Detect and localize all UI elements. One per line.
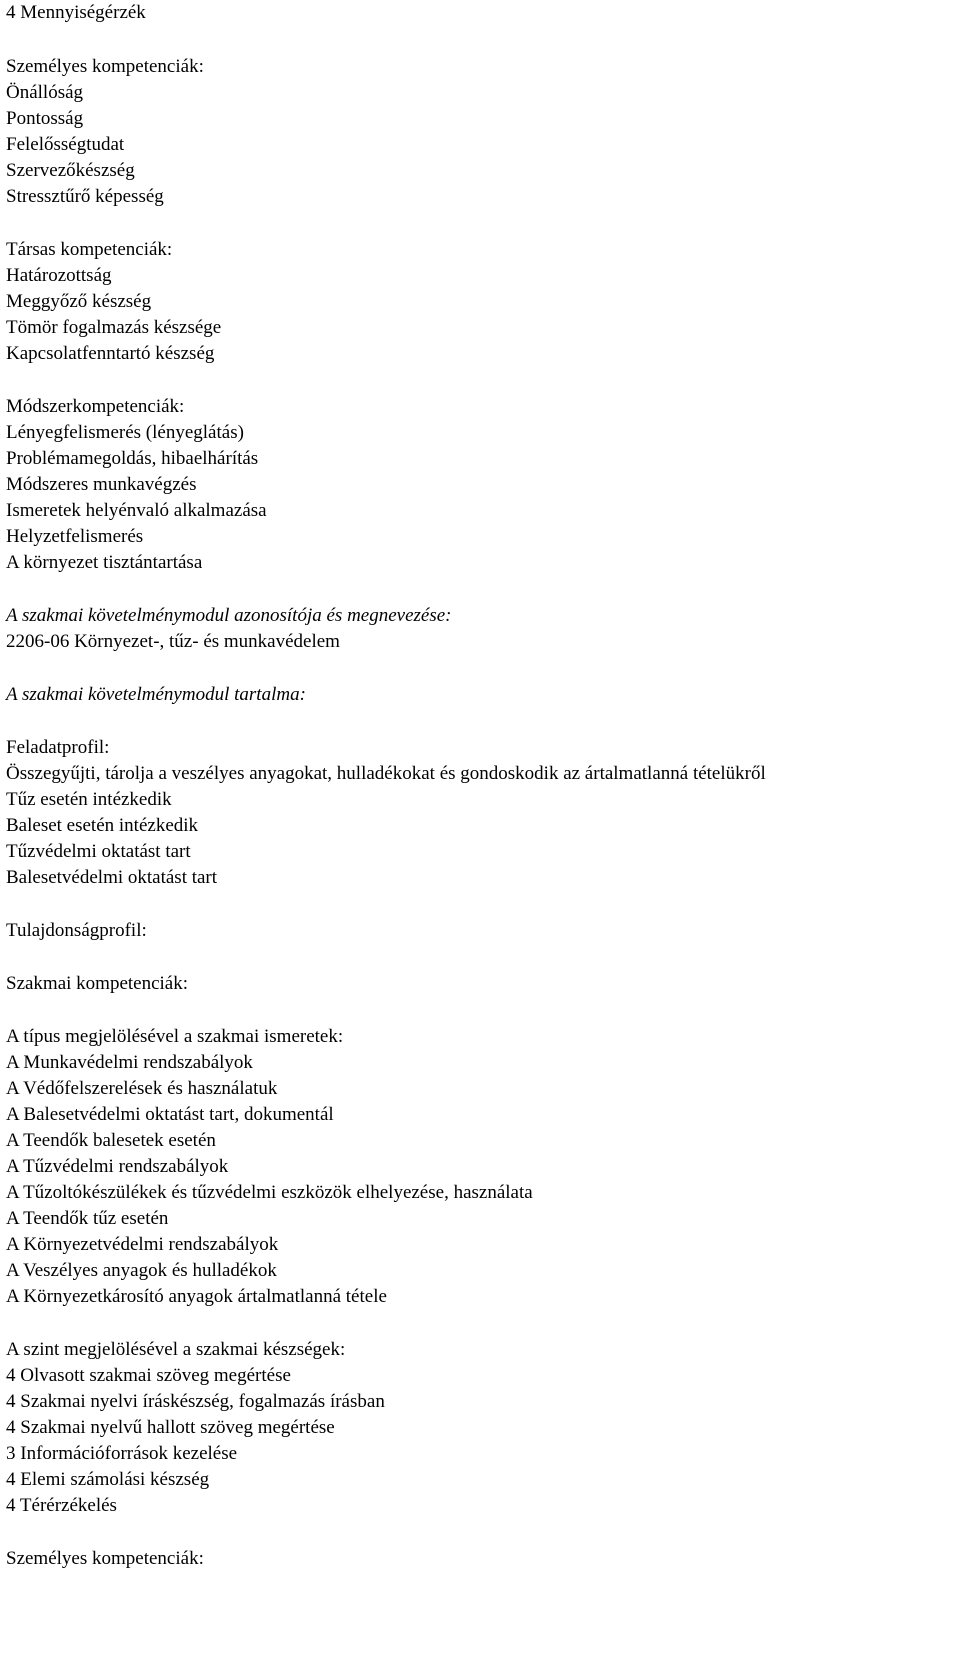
text-line: A Munkavédelmi rendszabályok <box>6 1052 253 1073</box>
section-heading: Feladatprofil: <box>6 737 110 758</box>
text-line: 4 Szakmai nyelvi íráskészség, fogalmazás írásban <box>6 1391 385 1412</box>
text-line: 4 Szakmai nyelvű hallott szöveg megértése <box>6 1417 335 1438</box>
text-line: A Balesetvédelmi oktatást tart, dokumentál <box>6 1104 334 1125</box>
text-line: A Környezetvédelmi rendszabályok <box>6 1234 279 1255</box>
text-line: 3 Információforrások kezelése <box>6 1443 238 1464</box>
section-heading: Személyes kompetenciák: <box>6 1548 204 1569</box>
text-line: A Teendők balesetek esetén <box>6 1130 216 1151</box>
section-heading: Személyes kompetenciák: <box>6 56 204 77</box>
text-line: A Környezetkárosító anyagok ártalmatlanná tétele <box>6 1286 387 1307</box>
section-heading: Tulajdonságprofil: <box>6 920 147 941</box>
text-line: Tűz esetén intézkedik <box>6 789 172 810</box>
text-line: Önállóság <box>6 82 84 103</box>
section-heading: A szint megjelölésével a szakmai készségek: <box>6 1339 346 1360</box>
text-line: Határozottság <box>6 265 112 286</box>
section-heading: Társas kompetenciák: <box>6 239 173 260</box>
text-line: A környezet tisztántartása <box>6 552 203 573</box>
text-line: Lényegfelismerés (lényeglátás) <box>6 422 244 443</box>
text-line: Ismeretek helyénvaló alkalmazása <box>6 500 267 521</box>
text-line: Baleset esetén intézkedik <box>6 815 199 836</box>
text-line: Balesetvédelmi oktatást tart <box>6 867 218 888</box>
text-line: Stressztűrő képesség <box>6 186 164 207</box>
text-line: A Tűzoltókészülékek és tűzvédelmi eszközök elhelyezése, használata <box>6 1182 533 1203</box>
text-line: Módszeres munkavégzés <box>6 474 197 495</box>
text-line: 4 Olvasott szakmai szöveg megértése <box>6 1365 291 1386</box>
section-heading: Módszerkompetenciák: <box>6 396 185 417</box>
module-name: 2206-06 Környezet-, tűz- és munkavédelem <box>6 631 340 652</box>
text-line: 4 Elemi számolási készség <box>6 1469 210 1490</box>
text-line: Kapcsolatfenntartó készség <box>6 343 215 364</box>
text-line: Összegyűjti, tárolja a veszélyes anyagokat, hulladékokat és gondoskodik az ártalmatlanná tételükről <box>6 763 766 784</box>
text-line: A Teendők tűz esetén <box>6 1208 169 1229</box>
text-line: Szervezőkészség <box>6 160 135 181</box>
text-line: Felelősségtudat <box>6 134 125 155</box>
text-line: Meggyőző készség <box>6 291 152 312</box>
text-line: Tömör fogalmazás készsége <box>6 317 222 338</box>
text-line: Tűzvédelmi oktatást tart <box>6 841 191 862</box>
text-line: 4 Mennyiségérzék <box>6 2 146 23</box>
text-line: Helyzetfelismerés <box>6 526 144 547</box>
module-id-label: A szakmai követelménymodul azonosítója és megnevezése: <box>6 605 452 626</box>
text-line: A Védőfelszerelések és használatuk <box>6 1078 278 1099</box>
text-line: A Tűzvédelmi rendszabályok <box>6 1156 229 1177</box>
text-line: Pontosság <box>6 108 84 129</box>
module-content-label: A szakmai követelménymodul tartalma: <box>6 684 306 705</box>
text-line: A Veszélyes anyagok és hulladékok <box>6 1260 277 1281</box>
section-heading: Szakmai kompetenciák: <box>6 973 189 994</box>
text-line: 4 Térérzékelés <box>6 1495 117 1516</box>
section-heading: A típus megjelölésével a szakmai ismeretek: <box>6 1026 344 1047</box>
text-line: Problémamegoldás, hibaelhárítás <box>6 448 259 469</box>
